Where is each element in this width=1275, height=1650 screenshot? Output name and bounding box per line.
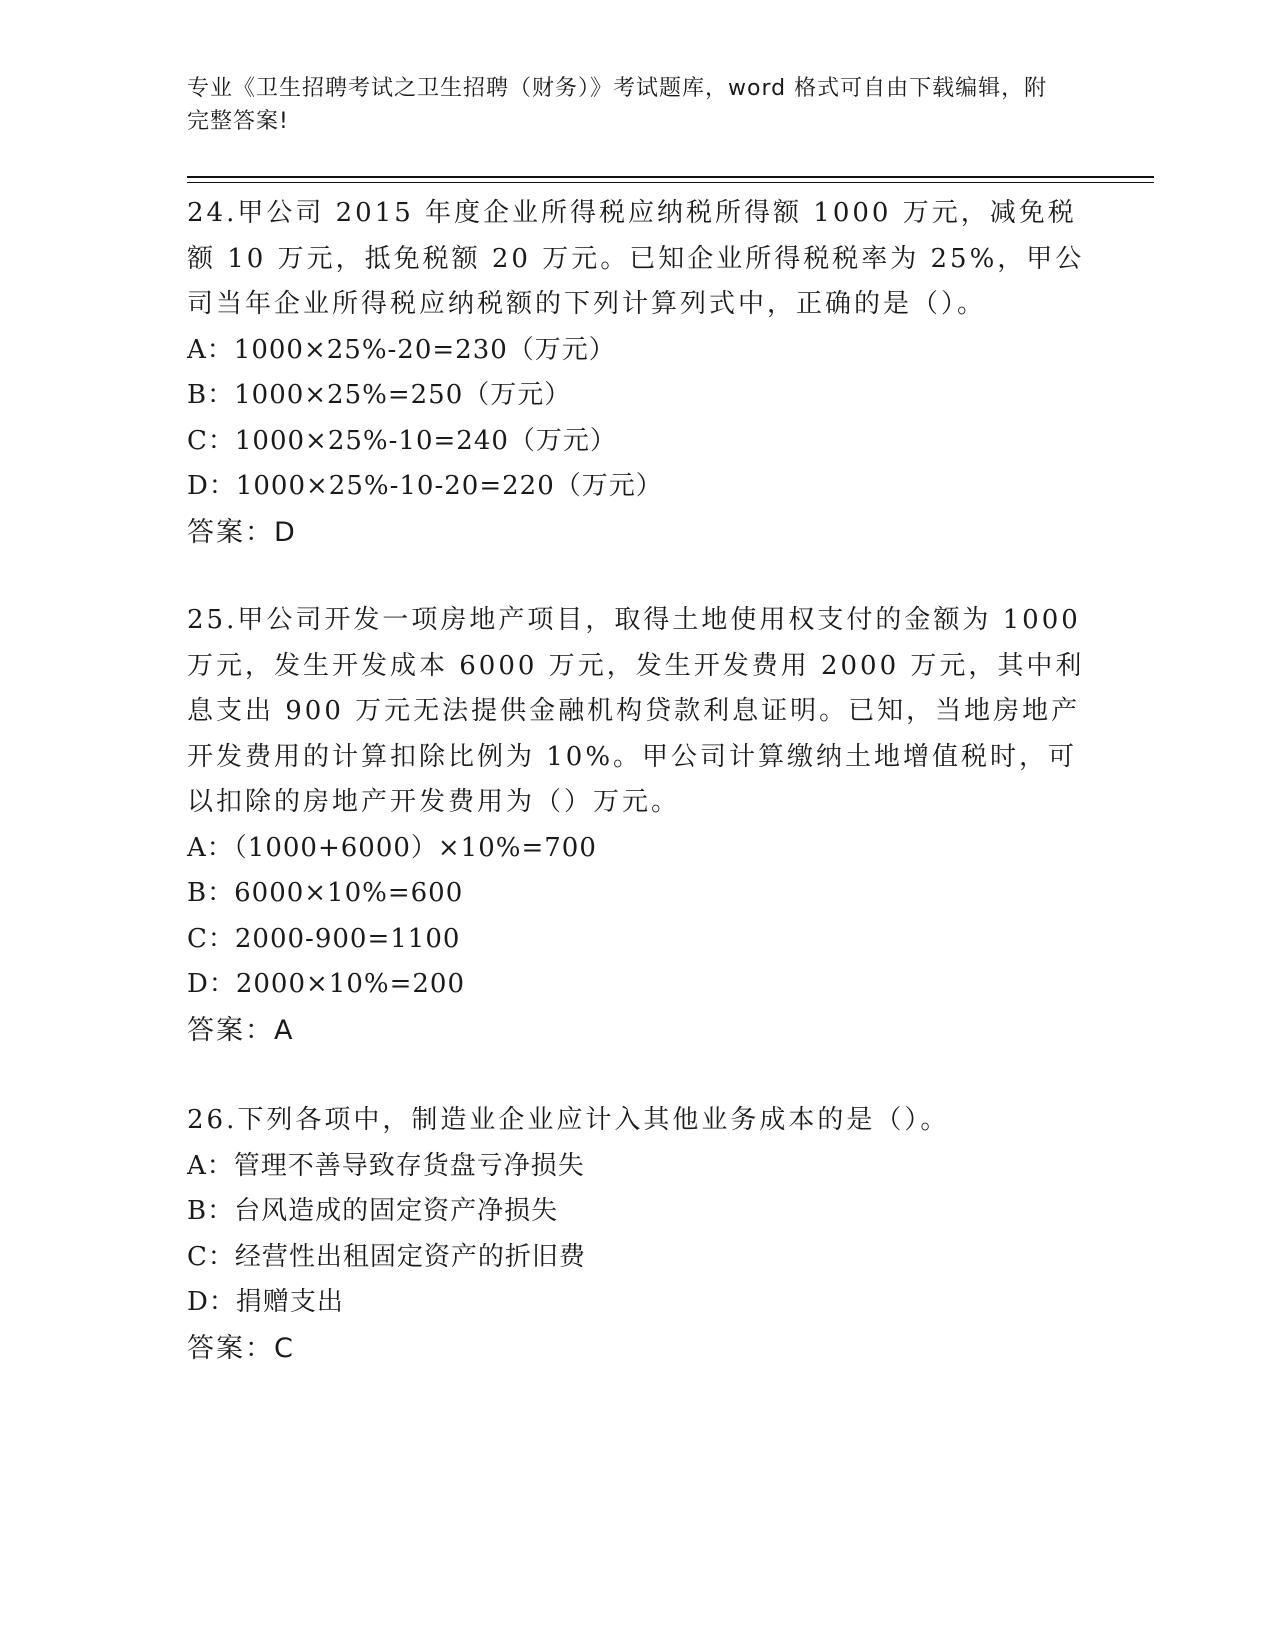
option-c: C：1000×25%-10=240（万元） [187, 425, 617, 456]
question-24 [187, 191, 1087, 555]
question-26 [187, 1098, 1087, 1371]
option-d: D：2000×10%=200 [187, 969, 465, 999]
answer-line: 答案：D [187, 516, 297, 548]
question-25 [187, 598, 1087, 1053]
header-divider [187, 176, 1154, 178]
option-b: B：台风造成的固定资产净损失 [187, 1196, 559, 1226]
option-c: C：2000-900=1100 [187, 923, 461, 954]
option-d: D：1000×25%-10-20=220（万元） [187, 471, 663, 501]
option-b: B：6000×10%=600 [187, 878, 464, 908]
option-a: A：1000×25%-20=230（万元） [187, 334, 616, 365]
option-a: A：管理不善导致存货盘亏净损失 [187, 1150, 585, 1181]
option-c: C：经营性出租固定资产的折旧费 [187, 1241, 586, 1272]
document-header: 专业《卫生招聘考试之卫生招聘（财务）》考试题库，word 格式可自由下载编辑，附完整答案! [187, 76, 1048, 134]
option-a: A：（1000+6000）×10%=700 [187, 832, 597, 863]
option-d: D：捐赠支出 [187, 1287, 344, 1317]
header-divider-thin [187, 182, 1154, 183]
answer-line: 答案：C [187, 1332, 295, 1364]
question-stem: 26.下列各项中，制造业企业应计入其他业务成本的是（）。 [187, 1105, 950, 1135]
answer-line: 答案：A [187, 1014, 295, 1046]
question-stem: 24.甲公司 2015 年度企业所得税应纳税所得额 1000 万元，减免税额 10 万元，抵免税额 20 万元。已知企业所得税税率为 25%，甲公司当年企业所得税应纳税额的下列计算列式中，正确的是（）。 [187, 198, 1085, 319]
question-stem: 25.甲公司开发一项房地产项目，取得土地使用权支付的金额为 1000 万元，发生开发成本 6000 万元，发生开发费用 2000 万元，其中利息支出 900 万元无法提供金融机构贷款利息证明。已知，当地房地产开发费用的计算扣除比例为 10%。甲公司计算缴纳土地增值税时，可以扣除的房地产开发费用为（）万元。 [187, 605, 1085, 817]
option-b: B：1000×25%=250（万元） [187, 380, 572, 410]
